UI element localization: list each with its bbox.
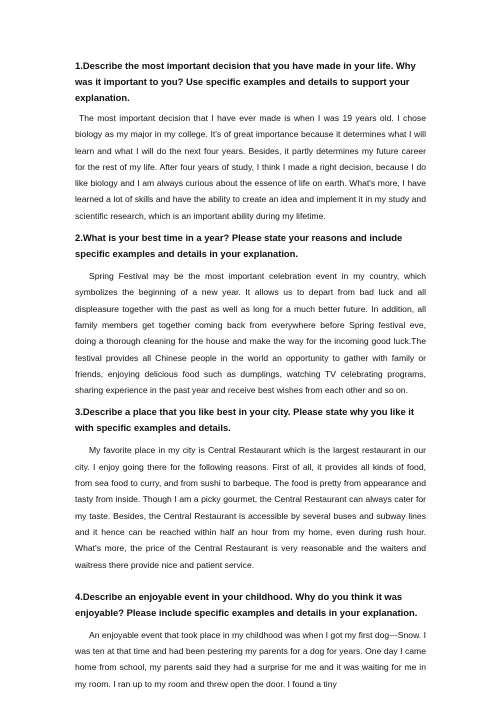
question-3: 3.Describe a place that you like best in your city. Please state why you like it with specific examples and details. [75, 406, 415, 434]
section-4 [75, 589, 426, 692]
question-2: 2.What is your best time in a year? Please state your reasons and include specific examples and details in your explanation. [75, 232, 403, 260]
section-1 [75, 58, 426, 224]
answer-1: The most important decision that I have ever made is when I was 19 years old. I chose biology as my major in my college. It's of great importance because it determines what I will learn and what I will do the next four years. Besides, it partly determines my future career for the rest of my life. After four years of study, I think I made a right decision, because I do like biology and I am always curious about the essence of life on earth. What's more, I have learned a lot of skills and have the ability to create an idea and implement it in my study and scientific research, which is an important ability during my lifetime. [75, 113, 426, 221]
question-1: 1.Describe the most important decision that you have made in your life. Why was it important to you? Use specific examples and details to support your explanation. [75, 60, 416, 103]
answer-3: My favorite place in my city is Central Restaurant which is the largest restaurant in our city. I enjoy going there for the following reasons. First of all, it provides all kinds of food, from sea food to curry, and from sushi to barbeque. The food is pretty from appearance and tasty from inside. Though I am a picky gourmet, the Central Restaurant can always cater for my taste. Besides, the Central Restaurant is accessible by several buses and subway lines and it hence can be reached within half an hour from my home, even during rush hour. What's more, the price of the Central Restaurant is very reasonable and the waiters and waitress there provide nice and patient service. [75, 445, 426, 570]
section-2 [75, 230, 426, 398]
section-3 [75, 404, 426, 572]
answer-4: An enjoyable event that took place in my childhood was when I got my first dog---Snow. I was ten at that time and had been pestering my parents for a dog for years. One day I came home from school, my parents said they had a surprise for me and it was waiting for me in my room. I ran up to my room and threw open the door. I found a tiny [75, 629, 426, 689]
question-4: 4.Describe an enjoyable event in your childhood. Why do you think it was enjoyable? Please include specific examples and details in your explanation. [75, 590, 418, 618]
answer-2: Spring Festival may be the most important celebration event in my country, which symbolizes the beginning of a new year. It allows us to depart from bad luck and all displeasure together with the past as well as long for a much better future. In addition, all family members get together coming back from everywhere before Spring festival eve, doing a thorough cleaning for the house and make the way for the incoming good luck.The festival provides all Chinese people in the world an opportunity to gather with family or friends, enjoying delicious food such as dumplings, watching TV celebrating programs, sharing experience in the past year and receive best wishes from each other and so on. [75, 271, 426, 396]
